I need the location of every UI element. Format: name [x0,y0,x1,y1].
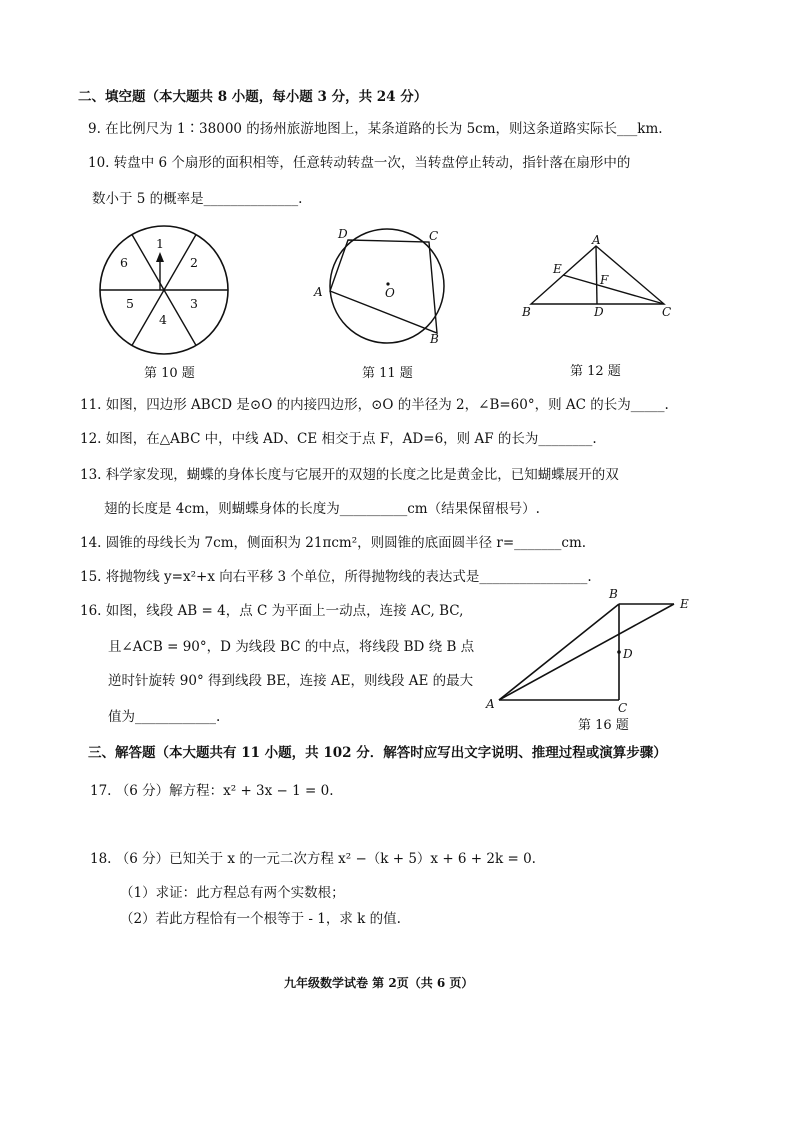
label-A: A [314,285,323,299]
label-B: B [522,305,531,319]
figure-12-triangle [516,233,686,326]
question-18-part1: （1）求证：此方程总有两个实数根； [120,885,345,901]
question-13-line2: 翅的长度是 4cm，则蝴蝶身体的长度为__________cm（结果保留根号）. [104,501,540,517]
section3-header: 三、解答题（本大题共有 11 小题，共 102 分．解答时应写出文字说明、推理过程或演算步骤） [88,745,667,761]
figure-11-caption: 第 11 题 [362,366,413,381]
sector-label-3: 3 [190,296,198,311]
figure-10-caption: 第 10 题 [144,366,195,381]
label-C: C [618,701,628,715]
figure-11-circle [312,226,462,346]
question-17: 17. （6 分）解方程：x² + 3x − 1 = 0. [90,783,334,799]
question-12: 12. 如图，在△ABC 中，中线 AD、CE 相交于点 F，AD=6，则 AF 的长为________. [80,431,597,447]
question-16-line1: 16. 如图，线段 AB = 4，点 C 为平面上一动点，连接 AC, BC, [80,603,464,619]
sector-label-4: 4 [159,312,167,327]
label-C: C [429,229,439,243]
label-D: D [338,227,348,241]
label-B: B [430,332,439,346]
question-16-line4: 值为____________. [108,709,221,725]
question-9: 9. 在比例尺为 1∶38000 的扬州旅游地图上，某条道路的长为 5cm，则这条道路实际长___km. [88,121,663,137]
question-11: 11. 如图，四边形 ABCD 是⊙O 的内接四边形，⊙O 的半径为 2，∠B=60°，则 AC 的长为_____. [80,397,669,413]
figure-16-caption: 第 16 题 [578,718,629,733]
label-O: O [385,286,395,300]
label-E: E [553,262,562,276]
label-D: D [594,305,604,319]
sector-label-1: 1 [156,236,164,251]
question-16-line2: 且∠ACB = 90°，D 为线段 BC 的中点，将线段 BD 绕 B 点 [108,639,475,655]
section2-header: 二、填空题（本大题共 8 小题，每小题 3 分，共 24 分） [78,89,428,105]
figure-12-caption: 第 12 题 [570,364,621,379]
sector-label-5: 5 [126,296,134,311]
question-15: 15. 将抛物线 y=x²+x 向右平移 3 个单位，所得抛物线的表达式是________________. [80,569,592,585]
label-A: A [486,697,495,711]
sector-label-2: 2 [190,255,198,270]
question-18-part2: （2）若此方程恰有一个根等于 - 1，求 k 的值. [120,911,401,927]
question-16-line3: 逆时针旋转 90° 得到线段 BE，连接 AE，则线段 AE 的最大 [108,673,474,689]
question-10-line2: 数小于 5 的概率是______________. [92,191,303,207]
label-D: D [623,647,633,661]
page-footer: 九年级数学试卷 第 2页（共 6 页） [284,976,474,990]
figure-10-spinner [96,222,232,358]
label-C: C [662,305,672,319]
label-A: A [592,233,601,247]
label-F: F [600,273,609,287]
label-E: E [680,597,689,611]
question-14: 14. 圆锥的母线长为 7cm，侧面积为 21πcm²，则圆锥的底面圆半径 r=_______cm. [80,535,587,551]
figure-16-diagram [484,587,704,715]
question-13-line1: 13. 科学家发现，蝴蝶的身体长度与它展开的双翅的长度之比是黄金比，已知蝴蝶展开的双 [80,467,619,483]
question-10-line1: 10. 转盘中 6 个扇形的面积相等，任意转动转盘一次，当转盘停止转动，指针落在扇形中的 [88,155,631,171]
question-18: 18. （6 分）已知关于 x 的一元二次方程 x² −（k + 5）x + 6 + 2k = 0. [90,851,536,867]
label-B: B [609,587,618,601]
sector-label-6: 6 [120,255,128,270]
